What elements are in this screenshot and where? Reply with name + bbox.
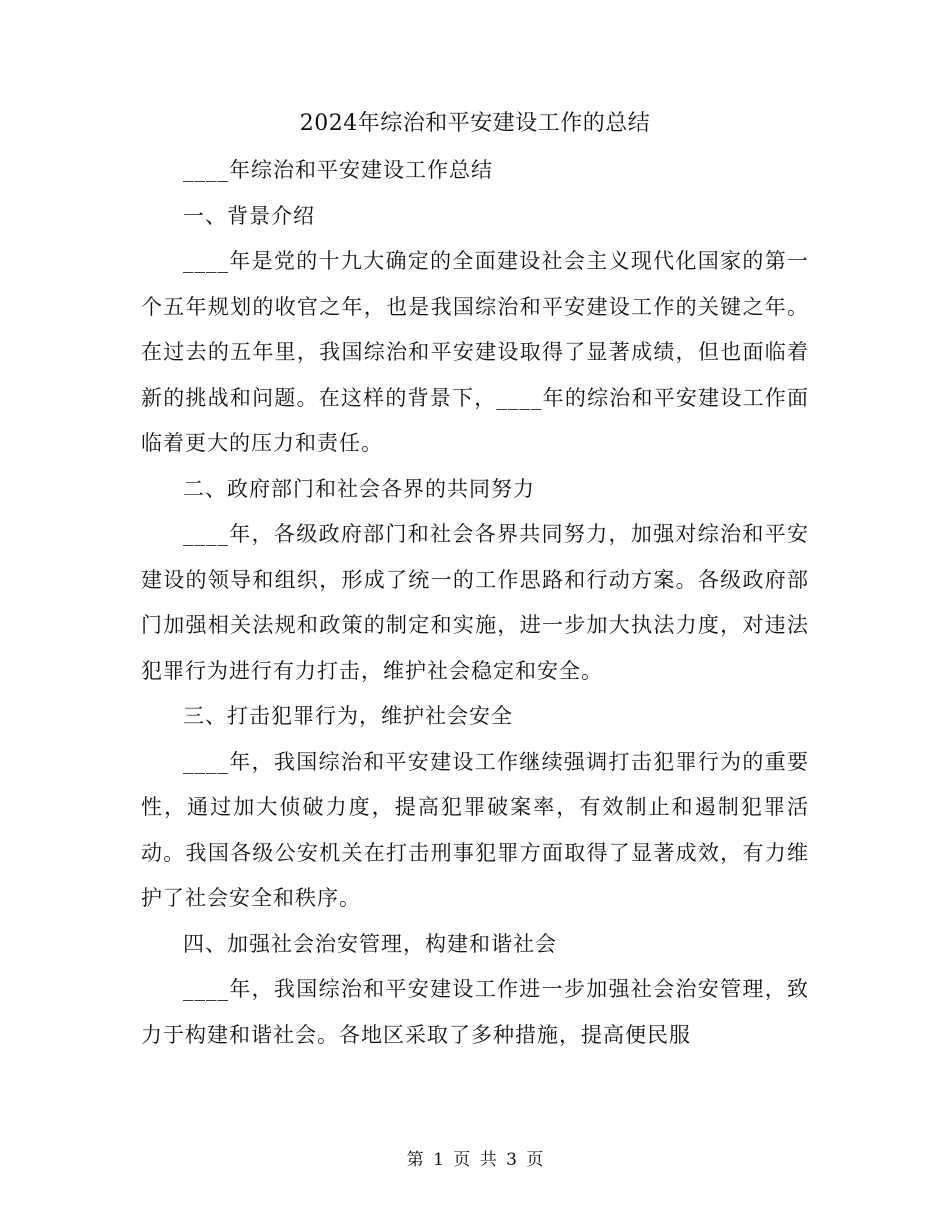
section-heading: 一、背景介绍	[183, 203, 315, 228]
doc-subtitle: ____年综治和平安建设工作总结	[183, 158, 493, 182]
body-paragraph: ____年，我国综治和平安建设工作进一步加强社会治安管理，致力于构建和谐社会。各地区采取了多种措施，提高便民服	[141, 977, 809, 1047]
body-paragraph: ____年，各级政府部门和社会各界共同努力，加强对综治和平安建设的领导和组织，形成了统一的工作思路和行动方案。各级政府部门加强相关法规和政策的制定和实施，进一步加大执法力度，对违法犯罪行为进行有力打击，维护社会稳定和安全。	[141, 522, 809, 683]
page-footer: 第 1 页 共 3 页	[406, 1150, 544, 1170]
body-paragraph: ____年，我国综治和平安建设工作继续强调打击犯罪行为的重要性，通过加大侦破力度，提高犯罪破案率，有效制止和遏制犯罪活动。我国各级公安机关在打击刑事犯罪方面取得了显著成效，有力维护了社会安全和秩序。	[141, 749, 809, 910]
section-heading: 二、政府部门和社会各界的共同努力	[183, 476, 535, 501]
document-title: 2024年综治和平安建设工作的总结	[299, 111, 651, 136]
body-paragraph: ____年是党的十九大确定的全面建设社会主义现代化国家的第一个五年规划的收官之年，也是我国综治和平安建设工作的关键之年。在过去的五年里，我国综治和平安建设取得了显著成绩，但也面临着新的挑战和问题。在这样的背景下，____年的综治和平安建设工作面临着更大的压力和责任。	[141, 249, 809, 455]
section-heading: 三、打击犯罪行为，维护社会安全	[183, 704, 513, 728]
section-heading: 四、加强社会治安管理，构建和谐社会	[183, 931, 557, 956]
document-body	[141, 148, 809, 1058]
